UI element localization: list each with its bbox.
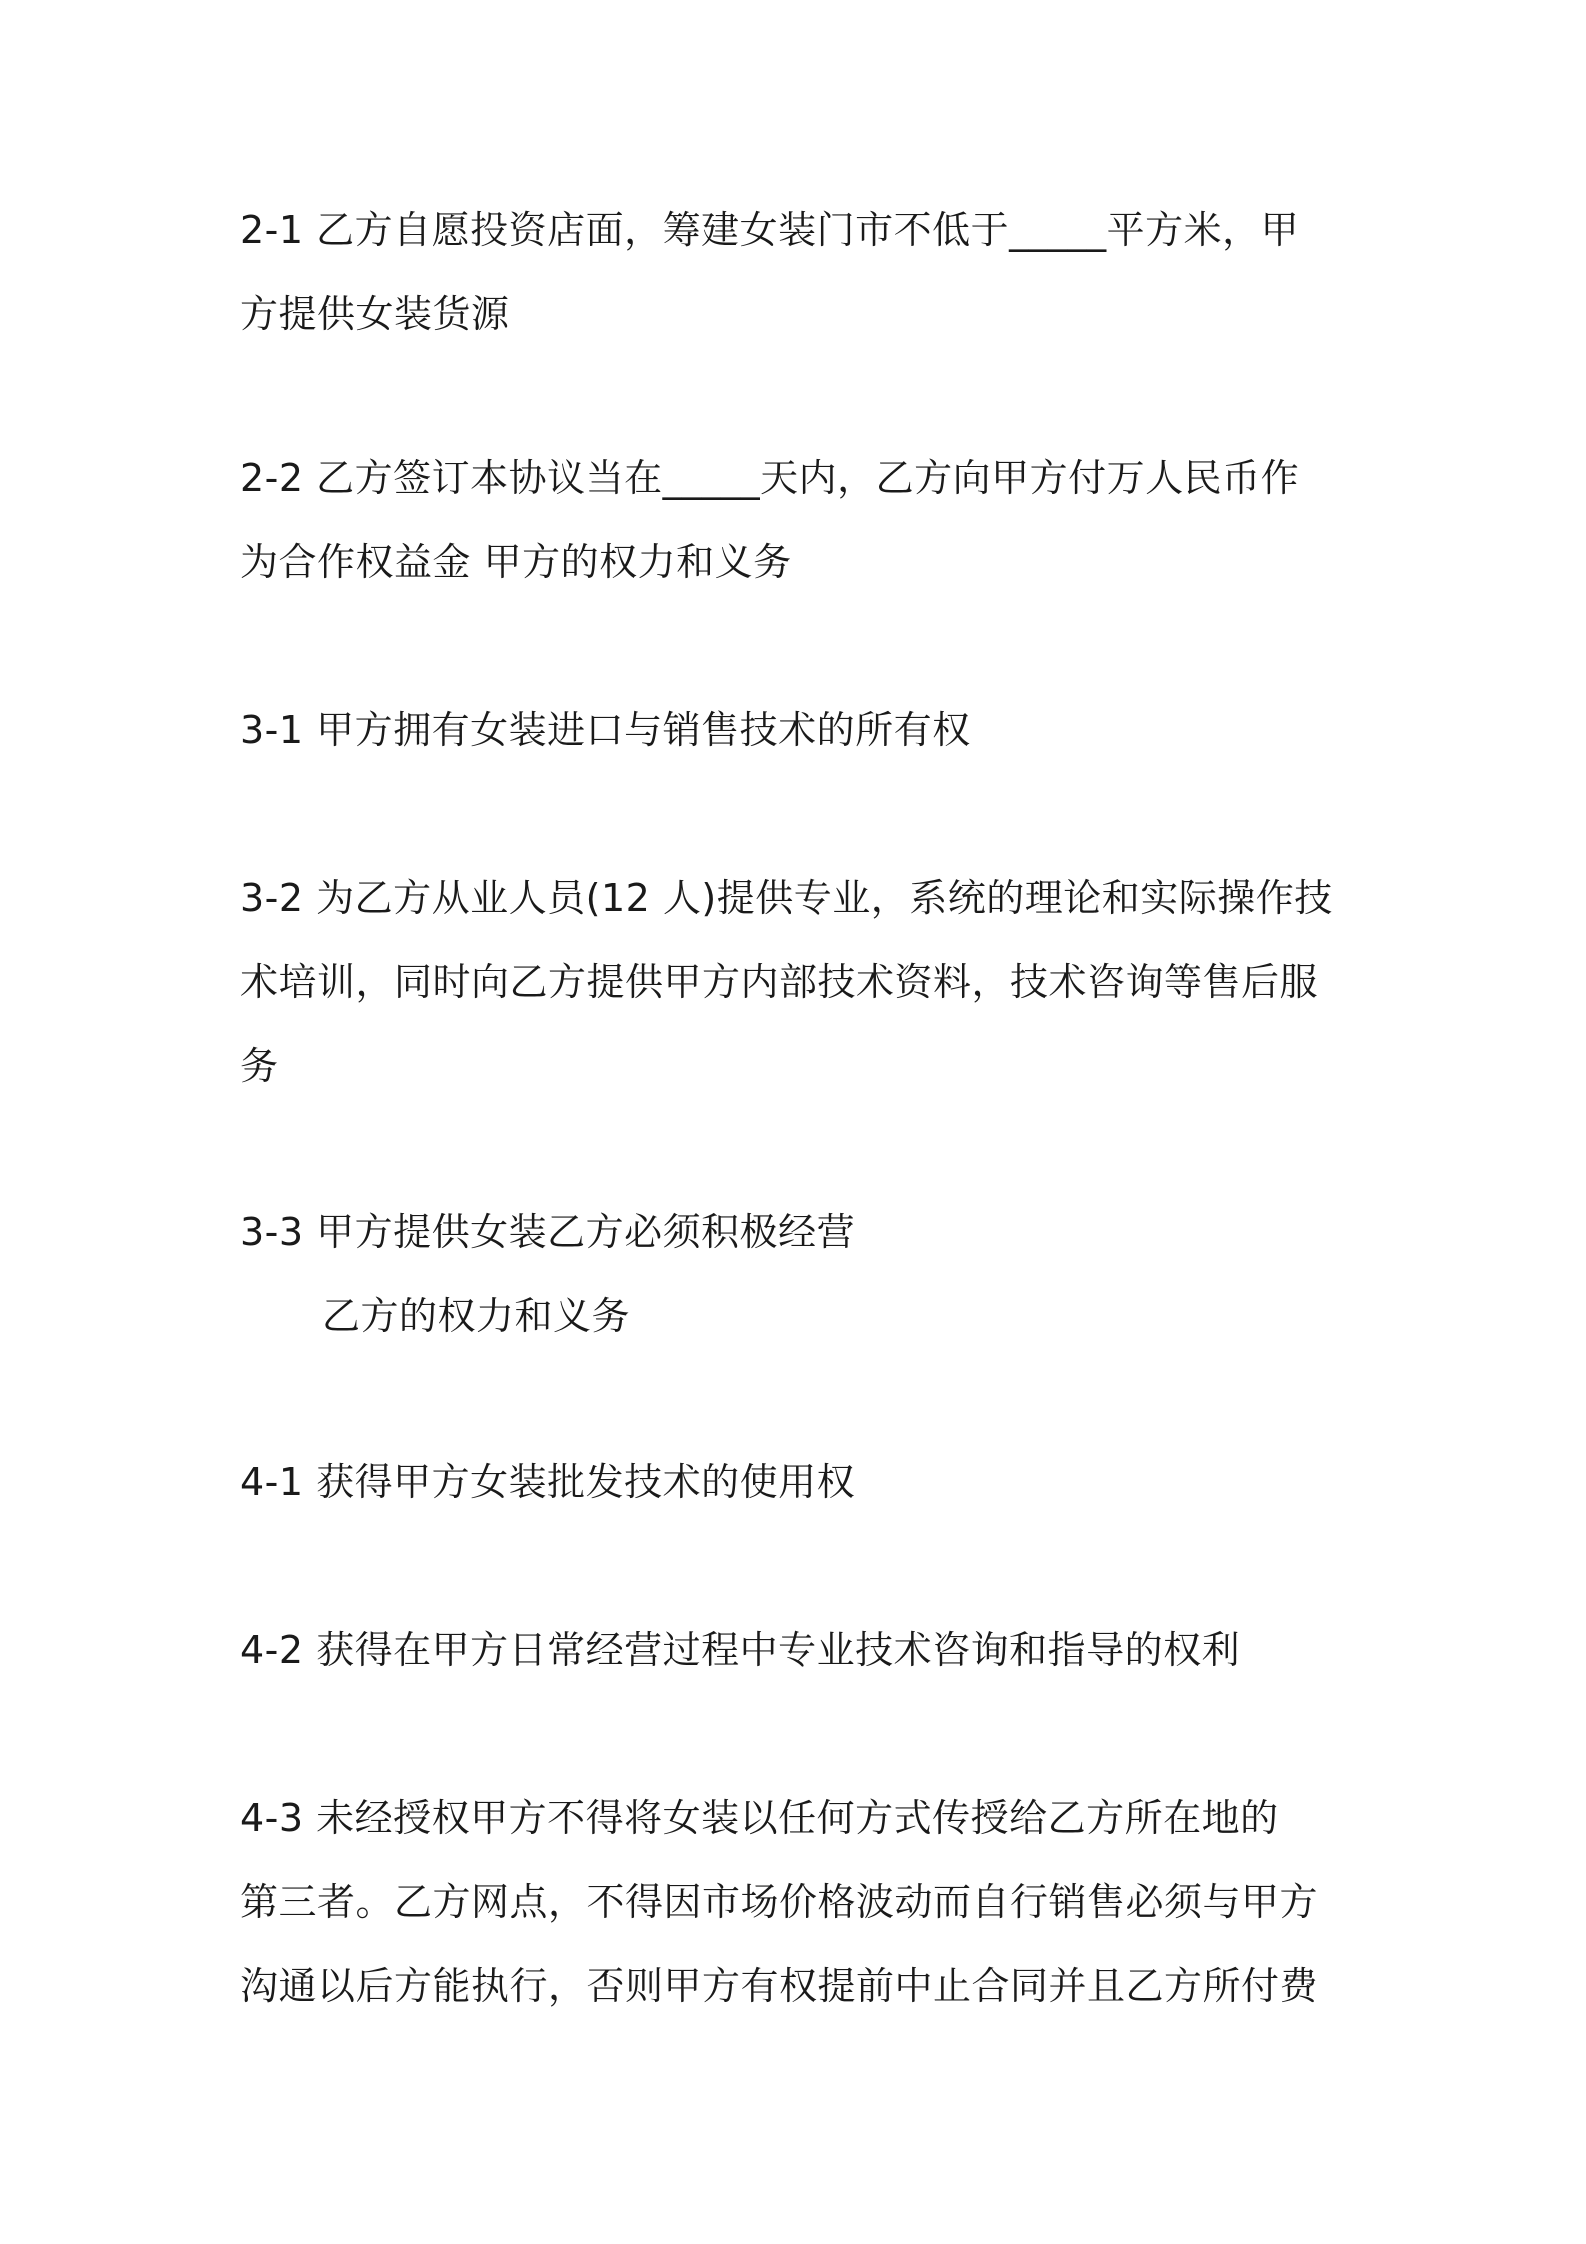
clause-4-3-line-2: 第三者。乙方网点，不得因市场价格波动而自行销售必须与甲方: [240, 1880, 1319, 1924]
clause-3-2: [240, 856, 1360, 1108]
clause-4-1: [240, 1440, 1360, 1524]
section-heading-party-b-rights: 乙方的权力和义务: [322, 1294, 631, 1338]
clause-4-3-line-3: 沟通以后方能执行，否则甲方有权提前中止合同并且乙方所付费: [240, 1964, 1319, 2008]
clause-3-2-line-3: 务: [240, 1044, 279, 1088]
clause-3-3-line-1: 3-3 甲方提供女装乙方必须积极经营: [240, 1210, 856, 1254]
clause-2-1-line-2: 方提供女装货源: [240, 292, 510, 336]
clause-2-2: [240, 436, 1360, 604]
clause-2-2-line-2: 为合作权益金 甲方的权力和义务: [240, 540, 792, 584]
clause-2-1-line-1: 2-1 乙方自愿投资店面，筹建女装门市不低于_____平方米，甲: [240, 208, 1300, 252]
clause-2-1: [240, 188, 1360, 356]
clause-3-1: [240, 688, 1360, 772]
clause-4-2: [240, 1608, 1360, 1692]
clause-3-2-line-1: 3-2 为乙方从业人员(12 人)提供专业，系统的理论和实际操作技: [240, 876, 1333, 920]
clause-4-2-line-1: 4-2 获得在甲方日常经营过程中专业技术咨询和指导的权利: [240, 1628, 1241, 1672]
clause-3-1-line-1: 3-1 甲方拥有女装进口与销售技术的所有权: [240, 708, 971, 752]
clause-4-3: [240, 1776, 1360, 2028]
clause-4-1-line-1: 4-1 获得甲方女装批发技术的使用权: [240, 1460, 856, 1504]
clause-3-2-line-2: 术培训，同时向乙方提供甲方内部技术资料，技术咨询等售后服: [240, 960, 1319, 1004]
clause-4-3-line-1: 4-3 未经授权甲方不得将女装以任何方式传授给乙方所在地的: [240, 1796, 1279, 1840]
clause-3-3: [240, 1190, 1360, 1358]
clause-2-2-line-1: 2-2 乙方签订本协议当在_____天内，乙方向甲方付万人民币作: [240, 456, 1300, 500]
